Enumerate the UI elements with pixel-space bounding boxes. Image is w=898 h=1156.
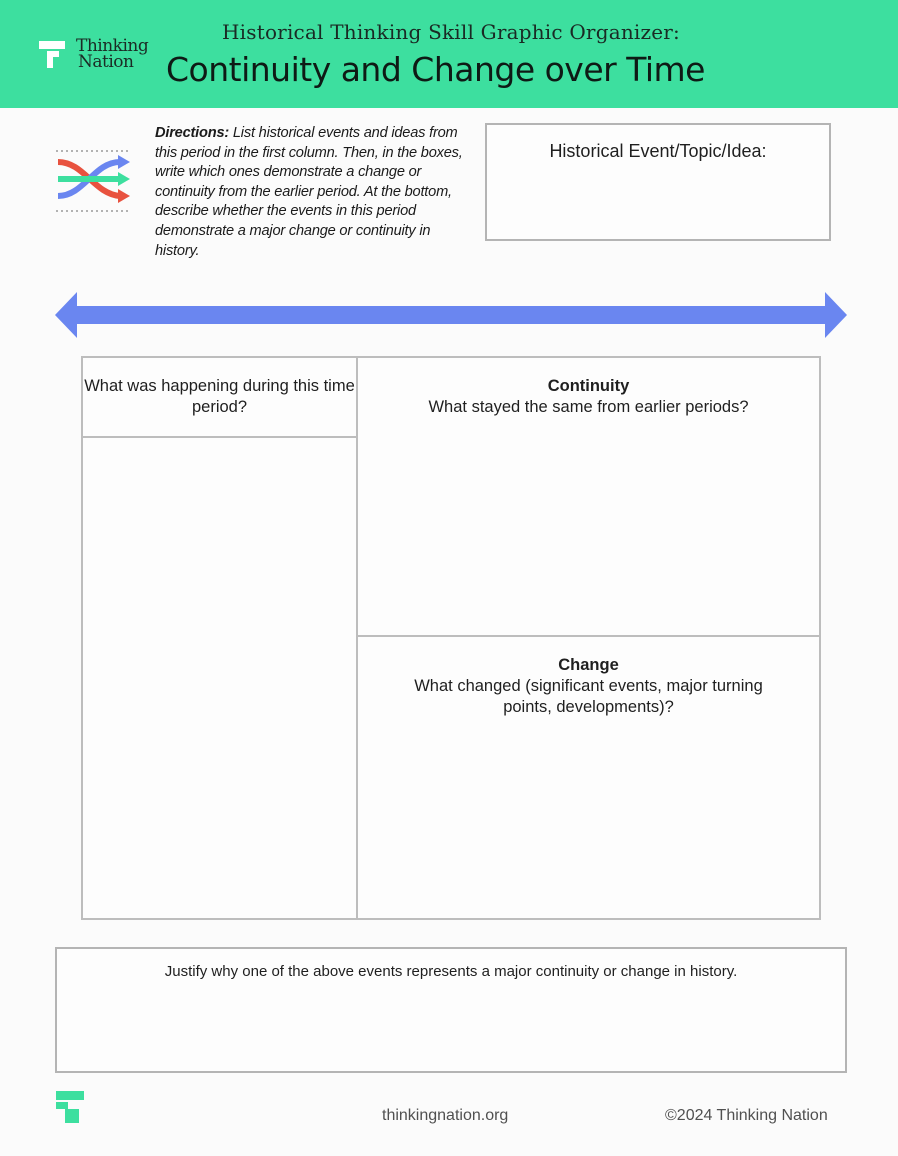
logo-line-2: Nation — [78, 52, 134, 72]
double-arrow-icon — [55, 292, 847, 338]
justify-prompt: Justify why one of the above events represents a major continuity or change in history. — [164, 963, 738, 980]
organizer-grid — [81, 356, 821, 920]
page-title: Continuity and Change over Time — [166, 50, 705, 89]
footer-copyright: ©2024 Thinking Nation — [665, 1107, 828, 1124]
thinking-nation-logo — [38, 38, 158, 78]
continuity-title: Continuity — [547, 377, 630, 395]
directions-text — [155, 124, 467, 261]
continuity-box[interactable] — [358, 358, 819, 637]
crossing-arrows-icon — [54, 148, 132, 214]
page-subtitle: Historical Thinking Skill Graphic Organizer: — [222, 20, 680, 44]
logo-mark-icon — [38, 38, 70, 70]
historical-event-field[interactable] — [485, 123, 831, 241]
continuity-description: What stayed the same from earlier periods? — [428, 398, 749, 416]
events-column[interactable] — [83, 358, 358, 918]
change-description: What changed (significant events, major turning points, developments)? — [414, 677, 763, 716]
logo-wordmark — [76, 38, 148, 70]
header-banner — [0, 0, 898, 108]
justify-response-box[interactable] — [55, 947, 847, 1073]
directions-label: Directions: — [155, 125, 230, 141]
change-box[interactable] — [358, 637, 819, 918]
change-title: Change — [558, 656, 619, 674]
footer-url: thinkingnation.org — [382, 1107, 509, 1124]
logo-line-1: Thinking — [76, 36, 149, 56]
footer-logo-icon — [55, 1089, 87, 1125]
analysis-column — [358, 358, 819, 918]
historical-event-label: Historical Event/Topic/Idea: — [549, 141, 767, 161]
events-column-header: What was happening during this time period? — [83, 358, 356, 438]
directions-body: List historical events and ideas from this period in the first column. Then, in the boxes, write which ones demonstrate a change or continuity from the earlier period. At the bottom, describe whether the events in this period demonstrate a major change or continuity in history. — [155, 125, 463, 259]
